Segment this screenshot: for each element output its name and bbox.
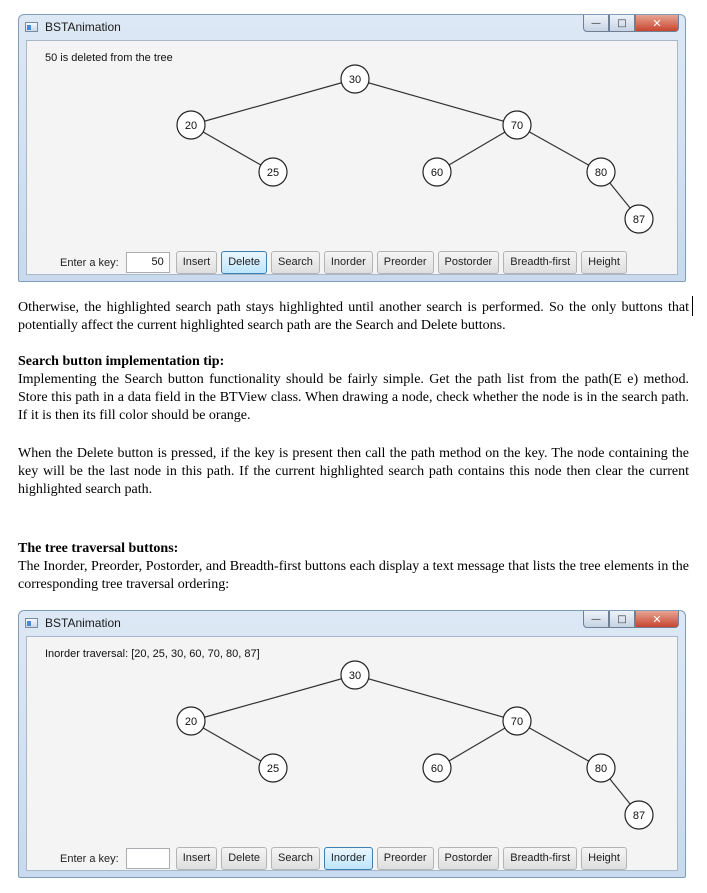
svg-text:87: 87	[632, 810, 646, 822]
preorder-button[interactable]: Preorder	[377, 847, 434, 870]
tree-node-25	[259, 754, 287, 782]
svg-text:80: 80	[594, 763, 608, 775]
section-search-tip	[18, 353, 689, 425]
tree-edge-30-70	[355, 79, 517, 125]
minimize-icon[interactable]: —	[583, 15, 609, 32]
bst-window-2	[18, 610, 686, 878]
svg-text:20: 20	[184, 120, 198, 132]
tree-node-87	[625, 801, 653, 829]
tree-node-30	[341, 661, 369, 689]
title-bar[interactable]	[19, 15, 685, 39]
svg-text:30: 30	[348, 670, 362, 682]
tree-pane	[26, 636, 678, 871]
postorder-button[interactable]: Postorder	[438, 847, 500, 870]
title-bar[interactable]	[19, 611, 685, 635]
svg-text:20: 20	[184, 716, 198, 728]
heading-traversal: The tree traversal buttons:	[18, 541, 179, 556]
section-delete	[18, 445, 689, 499]
tree-node-60	[423, 158, 451, 186]
svg-text:60: 60	[430, 763, 444, 775]
tree-pane	[26, 40, 678, 275]
text-cursor	[692, 296, 693, 316]
svg-text:25: 25	[266, 763, 280, 775]
tree-node-20	[177, 111, 205, 139]
tree-node-80	[587, 158, 615, 186]
height-button[interactable]: Height	[581, 251, 627, 274]
key-input[interactable]	[126, 848, 170, 869]
svg-text:30: 30	[348, 74, 362, 86]
window-title: BSTAnimation	[45, 20, 121, 34]
maximize-icon[interactable]: □	[609, 611, 635, 628]
paragraph-text: Otherwise, the highlighted search path stays highlighted until another search is performed. So the only buttons that potentially affect the current highlighted search path are the Search and Delete buttons.	[18, 300, 689, 333]
status-message: Inorder traversal: [20, 25, 30, 60, 70, 80, 87]	[45, 648, 260, 660]
tree-node-70	[503, 111, 531, 139]
inorder-button[interactable]: Inorder	[324, 847, 373, 870]
height-button[interactable]: Height	[581, 847, 627, 870]
key-label: Enter a key:	[60, 852, 119, 865]
status-message: 50 is deleted from the tree	[45, 52, 173, 64]
tree-node-60	[423, 754, 451, 782]
close-icon[interactable]: ✕	[635, 611, 679, 628]
svg-text:70: 70	[510, 716, 524, 728]
delete-button[interactable]: Delete	[221, 847, 267, 870]
tree-edge-30-20	[191, 675, 355, 721]
tree-edge-30-70	[355, 675, 517, 721]
svg-text:60: 60	[430, 167, 444, 179]
window-title: BSTAnimation	[45, 616, 121, 630]
tree-edge-30-20	[191, 79, 355, 125]
postorder-button[interactable]: Postorder	[438, 251, 500, 274]
paragraph-search-path	[18, 299, 689, 335]
search-button[interactable]: Search	[271, 847, 320, 870]
paragraph-delete: When the Delete button is pressed, if the key is present then call the path method on the key. The node containing the key will be the last node in this path. If the current highlighted search path contains this node then clear the current highlighted search path.	[18, 446, 689, 497]
tree-canvas	[27, 41, 679, 246]
insert-button[interactable]: Insert	[176, 251, 218, 274]
tree-node-80	[587, 754, 615, 782]
maximize-icon[interactable]: □	[609, 15, 635, 32]
heading-search-tip: Search button implementation tip:	[18, 354, 225, 369]
inorder-button[interactable]: Inorder	[324, 251, 373, 274]
breadth-first-button[interactable]: Breadth-first	[503, 251, 577, 274]
tree-node-20	[177, 707, 205, 735]
paragraph-traversal: The Inorder, Preorder, Postorder, and Breadth-first buttons each display a text message that lists the tree elements in the corresponding tree traversal ordering:	[18, 559, 689, 592]
bst-window-1	[18, 14, 686, 282]
control-bar	[60, 251, 631, 274]
key-label: Enter a key:	[60, 256, 119, 269]
app-icon	[25, 22, 38, 32]
breadth-first-button[interactable]: Breadth-first	[503, 847, 577, 870]
preorder-button[interactable]: Preorder	[377, 251, 434, 274]
tree-node-25	[259, 158, 287, 186]
key-input[interactable]: 50	[126, 252, 170, 273]
control-bar	[60, 847, 631, 870]
tree-node-70	[503, 707, 531, 735]
delete-button[interactable]: Delete	[221, 251, 267, 274]
paragraph-search-tip: Implementing the Search button functionality should be fairly simple. Get the path list from the path(E e) method. Store this path in a data field in the BTView class. When drawing a node, check whether the node is in the search path. If it is then its fill color should be orange.	[18, 372, 689, 423]
tree-node-87	[625, 205, 653, 233]
svg-text:25: 25	[266, 167, 280, 179]
app-icon	[25, 618, 38, 628]
section-traversal	[18, 540, 689, 594]
svg-text:80: 80	[594, 167, 608, 179]
close-icon[interactable]: ✕	[635, 15, 679, 32]
svg-text:70: 70	[510, 120, 524, 132]
minimize-icon[interactable]: —	[583, 611, 609, 628]
insert-button[interactable]: Insert	[176, 847, 218, 870]
tree-canvas	[27, 637, 679, 842]
tree-node-30	[341, 65, 369, 93]
search-button[interactable]: Search	[271, 251, 320, 274]
svg-text:87: 87	[632, 214, 646, 226]
